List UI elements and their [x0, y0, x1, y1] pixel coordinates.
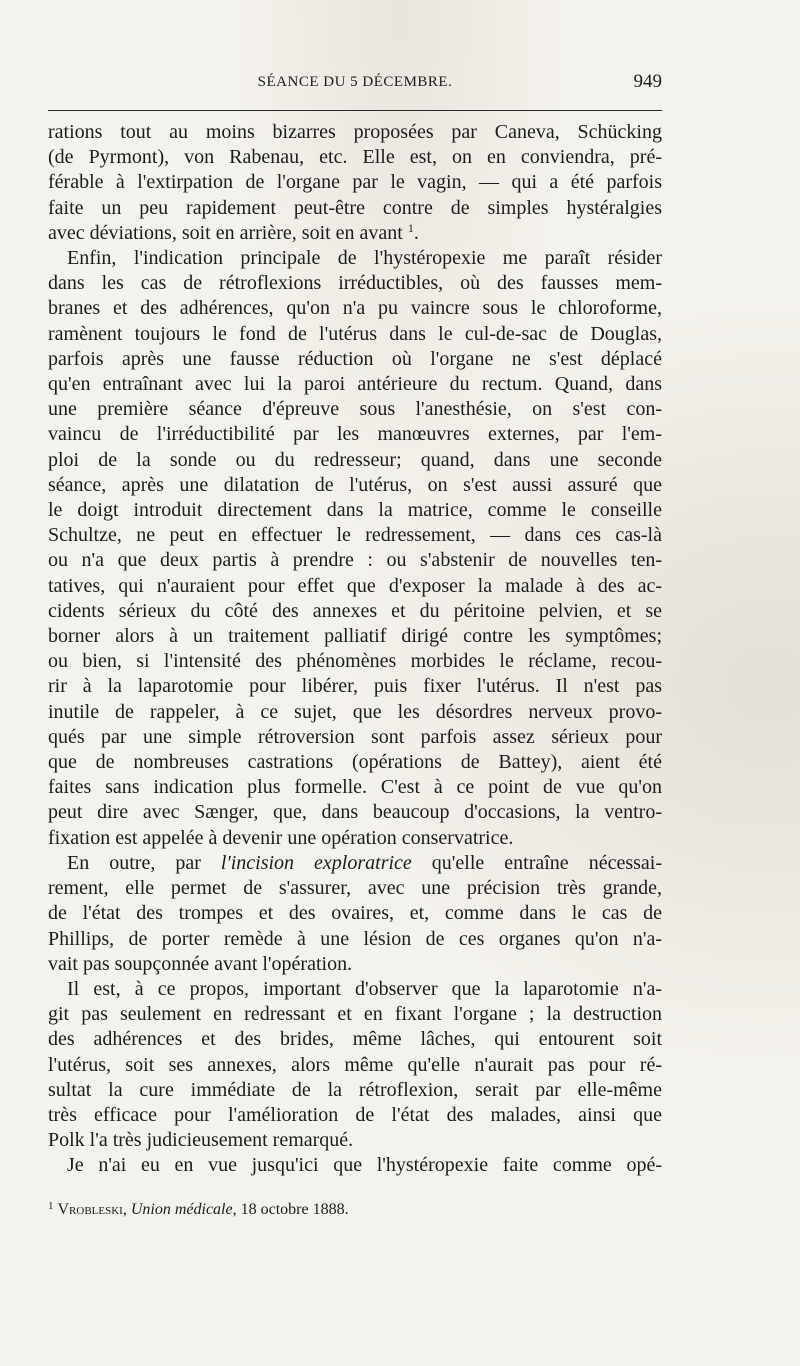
footnote-author: Vrobleski	[57, 1201, 123, 1218]
paragraph-line	[48, 296, 662, 321]
paragraph-line	[48, 1053, 662, 1078]
footnote-reference: 1	[407, 220, 414, 235]
line-text: qu'en entraînant avec lui la paroi antérieure du rectum. Quand, dans	[48, 373, 662, 396]
line-text: que de nombreuses castrations (opérations de Battey), aient été	[48, 751, 662, 774]
paragraph-line	[48, 927, 662, 952]
line-text: faite un peu rapidement peut-être contre de simples hystéralgies	[48, 196, 662, 219]
line-text: ou bien, si l'intensité des phénomènes morbides le réclame, recou-	[48, 650, 662, 673]
line-text: inutile de rappeler, à ce sujet, que les désordres nerveux provo-	[48, 700, 662, 723]
line-text: qués par une simple rétroversion sont parfois assez sérieux pour	[48, 725, 662, 748]
paragraph-line	[48, 120, 662, 145]
footnote-mark: 1	[48, 1200, 54, 1212]
line-text: Schultze, ne peut en effectuer le redressement, — dans ces cas-là	[48, 524, 662, 547]
paragraph-line	[48, 422, 662, 447]
footnote-date: , 18 octobre 1888.	[232, 1201, 349, 1218]
line-text: Il est, à ce propos, important d'observer que la laparotomie n'a-	[67, 977, 662, 1000]
paragraph-line	[48, 599, 662, 624]
paragraph-line	[48, 1128, 662, 1153]
paragraph-emphasis: l'incision exploratrice	[220, 851, 412, 874]
paragraph-line	[48, 800, 662, 825]
line-text: Polk l'a très judicieusement remarqué.	[48, 1129, 354, 1152]
paragraph-line	[48, 523, 662, 548]
line-text: ou n'a que deux partis à prendre : ou s'abstenir de nouvelles ten-	[48, 549, 662, 572]
line-text: vaincu de l'irréductibilité par les manœuvres externes, par l'em-	[48, 423, 662, 446]
line-text: une première séance d'épreuve sous l'anesthésie, on s'est con-	[48, 398, 662, 421]
paragraph-line	[48, 901, 662, 926]
paragraph-line	[48, 397, 662, 422]
paragraph-line	[48, 851, 662, 876]
line-text: de l'état des trompes et des ovaires, et, comme dans le cas de	[48, 902, 662, 925]
paragraph-line	[48, 372, 662, 397]
paragraph-line	[48, 145, 662, 170]
paragraph-line	[48, 1027, 662, 1052]
paragraph-line	[48, 624, 662, 649]
line-text: ramènent toujours le fond de l'utérus dans le cul-de-sac de Douglas,	[48, 322, 662, 345]
paragraph-line	[48, 548, 662, 573]
paragraph-line	[48, 674, 662, 699]
line-tail: .	[413, 221, 419, 244]
paragraph-line	[48, 826, 662, 851]
paragraph-lead-tail: qu'elle entraîne nécessai-	[411, 851, 662, 874]
running-head: SÉANCE DU 5 DÉCEMBRE.	[257, 74, 453, 90]
line-text: borner alors à un traitement palliatif dirigé contre les symptômes;	[48, 625, 662, 648]
line-text: rations tout au moins bizarres proposées par Caneva, Schücking	[48, 121, 662, 143]
line-text: peut dire avec Sænger, que, dans beaucoup d'occasions, la ventro-	[48, 801, 662, 824]
line-text: sultat la cure immédiate de la rétroflexion, serait par elle-même	[48, 1078, 662, 1101]
page-number: 949	[633, 71, 662, 92]
paragraph-line	[48, 196, 662, 221]
paragraph-line	[48, 1002, 662, 1027]
line-text: Je n'ai eu en vue jusqu'ici que l'hystéropexie faite comme opé-	[67, 1154, 662, 1177]
line-text: Enfin, l'indication principale de l'hystéropexie me paraît résider	[67, 247, 662, 270]
line-text: séance, après une dilatation de l'utérus, on s'est aussi assuré que	[48, 473, 662, 496]
paragraph-line	[48, 1078, 662, 1103]
line-text: rir à la laparotomie pour libérer, puis fixer l'utérus. Il n'est pas	[48, 675, 662, 698]
footnote-journal: Union médicale	[130, 1201, 233, 1218]
paragraph-line	[48, 498, 662, 523]
line-text: git pas seulement en redressant et en fixant l'organe ; la destruction	[48, 1003, 662, 1026]
line-text: le doigt introduit directement dans la matrice, comme le conseille	[48, 499, 662, 522]
line-text: tatives, qui n'auraient pour effet que d'exposer la malade à des ac-	[48, 574, 662, 597]
paragraph-line	[48, 246, 662, 271]
body-text	[48, 120, 662, 1179]
paragraph-line	[48, 347, 662, 372]
line-text: vait pas soupçonnée avant l'opération.	[48, 952, 353, 975]
paragraph-line	[48, 221, 662, 246]
paragraph-line	[48, 1103, 662, 1128]
paragraph-line	[48, 473, 662, 498]
paragraph-lead: En outre, par	[67, 851, 221, 874]
line-text: avec déviations, soit en arrière, soit en avant	[48, 221, 403, 244]
line-text: ploi de la sonde ou du redresseur; quand, dans une seconde	[48, 448, 662, 471]
paragraph-line	[48, 876, 662, 901]
paragraph-line	[48, 1153, 662, 1178]
line-text: cidents sérieux du côté des annexes et du péritoine pelvien, et se	[48, 599, 662, 622]
line-text: très efficace pour l'amélioration de l'état des malades, ainsi que	[48, 1103, 662, 1126]
line-text: férable à l'extirpation de l'organe par le vagin, — qui a été parfois	[48, 171, 662, 194]
paragraph-line	[48, 952, 662, 977]
paragraph-line	[48, 700, 662, 725]
line-text: l'utérus, soit ses annexes, alors même qu'elle n'aurait pas pour ré-	[48, 1053, 662, 1076]
paragraph-line	[48, 725, 662, 750]
paragraph-line	[48, 322, 662, 347]
paragraph-line	[48, 448, 662, 473]
paragraph-line	[48, 170, 662, 195]
line-text: branes et des adhérences, qu'on n'a pu vaincre sous le chloroforme,	[48, 297, 662, 320]
page-header	[48, 71, 662, 100]
line-text: des adhérences et des brides, même lâches, qui entourent soit	[48, 1028, 662, 1051]
paragraph-line	[48, 775, 662, 800]
paragraph-line	[48, 977, 662, 1002]
line-text: faites sans indication plus formelle. C'est à ce point de vue qu'on	[48, 776, 662, 799]
paragraph-line	[48, 271, 662, 296]
line-text: rement, elle permet de s'assurer, avec une précision très grande,	[48, 877, 662, 900]
paragraph-line	[48, 649, 662, 674]
line-text: dans les cas de rétroflexions irréductibles, où des fausses mem-	[48, 272, 662, 295]
line-text: parfois après une fausse réduction où l'organe ne s'est déplacé	[48, 347, 662, 370]
footnote: $^1$ Vrobleski, Union médicale, 18 octobre 1888.	[48, 1200, 349, 1218]
line-text: fixation est appelée à devenir une opération conservatrice.	[48, 826, 514, 849]
line-text: (de Pyrmont), von Rabenau, etc. Elle est, on en conviendra, pré-	[48, 146, 662, 169]
line-text: Phillips, de porter remède à une lésion de ces organes qu'on n'a-	[48, 927, 662, 950]
header-rule	[48, 110, 662, 111]
paragraph-line	[48, 574, 662, 599]
paragraph-line	[48, 750, 662, 775]
